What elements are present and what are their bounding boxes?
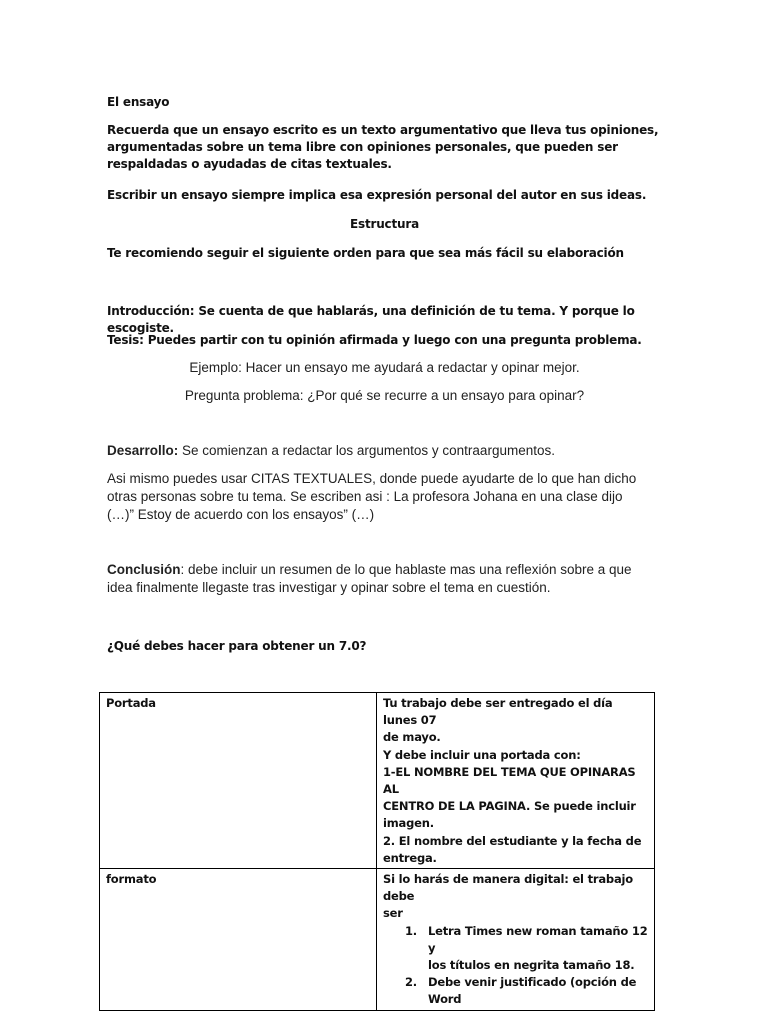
conclusion-text: : debe incluir un resumen de lo que hablaste mas una reflexión sobre a que idea finalmente llegaste tras investigar y opinar sobre el tema en cuestión. [107,562,632,595]
grade-question: ¿Qué debes hacer para obtener un 7.0? [107,639,367,653]
pregunta-line: Pregunta problema: ¿Por qué se recurre a un ensayo para opinar? [184,388,585,403]
rubric-table [99,692,655,1011]
intro-paragraph-2: Escribir un ensayo siempre implica esa expresión personal del autor en sus ideas. [107,188,647,202]
document-title: El ensayo [107,95,170,109]
list-line: Letra Times new roman tamaño 12 y [428,923,648,955]
introduccion-text: Se cuenta de que hablarás, una definición de tu tema. Y porque lo escogiste. [107,304,635,335]
table-cell-key: formato [100,869,377,1011]
introduccion-label: Introducción: [107,304,195,318]
cell-line: 1-EL NOMBRE DEL TEMA QUE OPINARAS AL [383,764,636,797]
list-number: 2. [405,975,417,990]
conclusion-paragraph [107,561,657,597]
cell-line: Y debe incluir una portada con: [383,747,581,762]
list-line: Debe venir justificado (opción de Word [428,975,637,1007]
cell-line: Si lo harás de manera digital: el trabajo debe [383,872,633,904]
citas-paragraph: Asi mismo puedes usar CITAS TEXTUALES, donde puede ayudarte de lo que han dicho otras personas sobre tu tema. Se escriben asi : La profesora Johana en una clase dijo (…)” Estoy de acuerdo con los ensayos” (…) [107,471,637,522]
cell-line: ser [383,906,403,921]
list-number: 1. [405,923,417,938]
cell-line: CENTRO DE LA PAGINA. Se puede incluir [383,799,636,814]
table-cell-value [377,693,655,869]
table-cell-key: Portada [100,693,377,869]
cell-line: 2. El nombre del estudiante y la fecha de [383,833,642,848]
structure-intro: Te recomiendo seguir el siguiente orden para que sea más fácil su elaboración [107,246,624,260]
cell-line: de mayo. [383,730,441,745]
structure-heading: Estructura [350,217,419,231]
desarrollo-text: Se comienzan a redactar los argumentos y contraargumentos. [178,443,555,458]
conclusion-label: Conclusión [107,562,181,577]
list-line: los títulos en negrita tamaño 18. [428,958,635,973]
tesis-label: Tesis: [107,333,144,347]
cell-line: imagen. [383,816,434,831]
ejemplo-line: Ejemplo: Hacer un ensayo me ayudará a redactar y opinar mejor. [189,360,580,375]
cell-line: Tu trabajo debe ser entregado el día lunes 07 [383,696,613,728]
tesis-paragraph [107,332,662,349]
table-row [100,869,655,1011]
format-list [383,923,648,1009]
intro-paragraph: Recuerda que un ensayo escrito es un texto argumentativo que lleva tus opiniones, argumentadas sobre un tema libre con opiniones personales, que pueden ser respaldadas o ayudadas de citas textuales. [107,123,659,171]
cell-line: entrega. [383,850,437,865]
list-item [383,923,648,975]
desarrollo-paragraph [107,442,662,460]
desarrollo-label: Desarrollo: [107,443,179,458]
table-cell-value [377,869,655,1011]
tesis-text: Puedes partir con tu opinión afirmada y luego con una pregunta problema. [143,333,642,347]
list-item [383,974,648,1008]
table-row [100,693,655,869]
